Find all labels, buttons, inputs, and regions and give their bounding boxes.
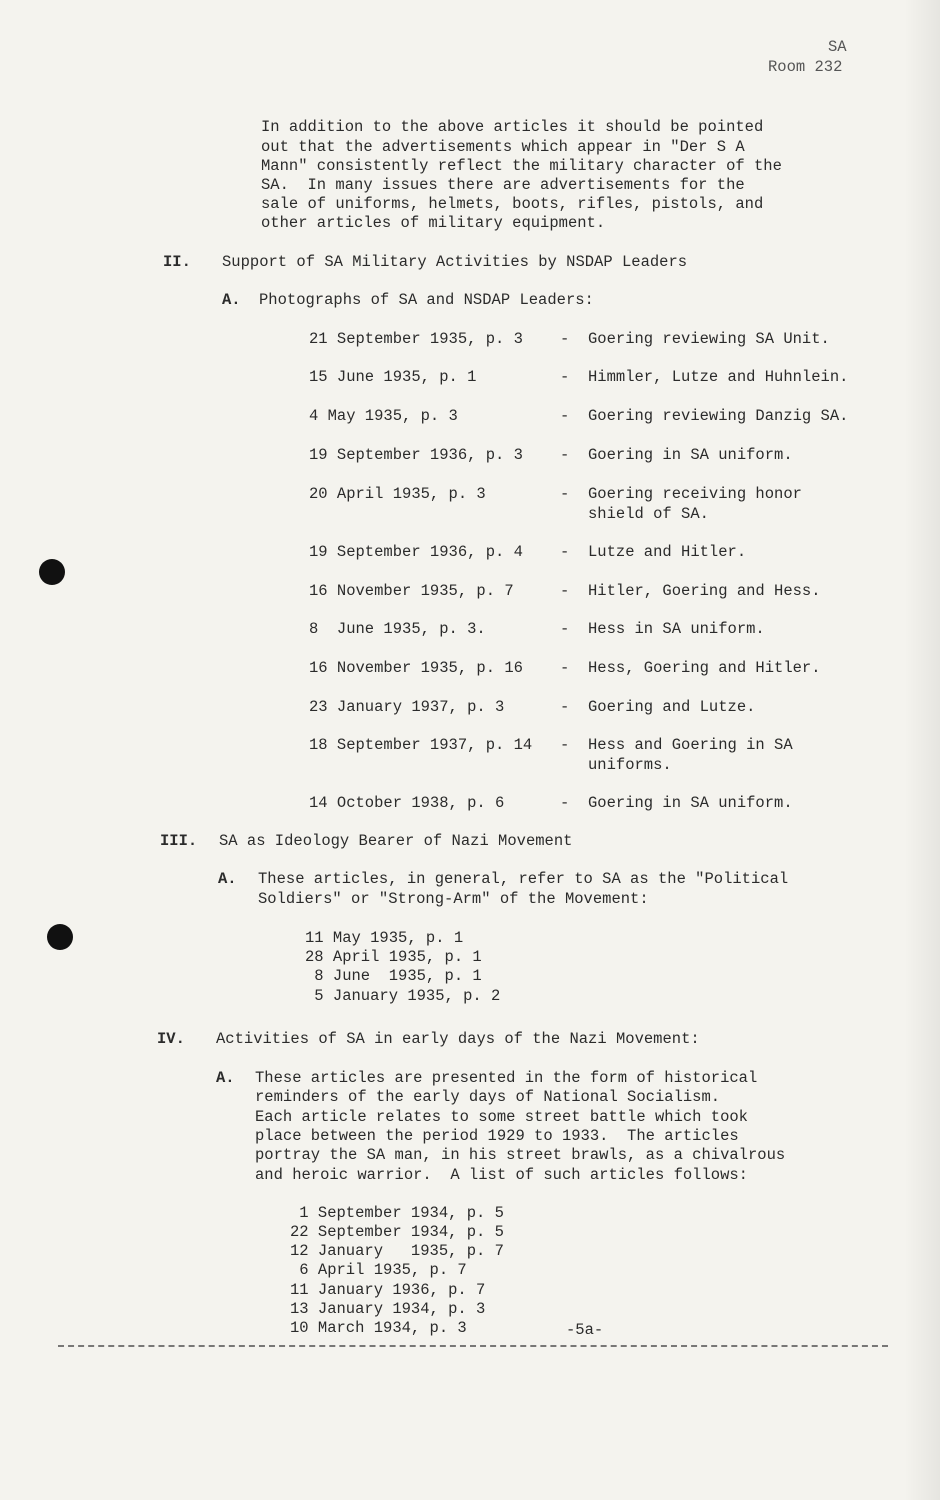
ref-line: 11 January 1936, p. 7 xyxy=(290,1281,486,1299)
punch-hole-bottom xyxy=(47,924,73,950)
dash: - xyxy=(560,698,570,716)
photo-entry-desc: Goering in SA uniform. xyxy=(588,446,793,464)
photo-entry-desc: Goering receiving honor xyxy=(588,485,802,503)
photo-entry-date: 19 September 1936, p. 3 xyxy=(309,446,523,464)
typed-rule-divider xyxy=(58,1345,888,1347)
photo-entry-desc: Goering reviewing SA Unit. xyxy=(588,330,830,348)
photo-entry-date: 14 October 1938, p. 6 xyxy=(309,794,505,812)
section-iv-title: Activities of SA in early days of the Nazi Movement: xyxy=(216,1030,700,1048)
section-iv-numeral: IV. xyxy=(157,1030,185,1048)
intro-line: In addition to the above articles it should be pointed xyxy=(261,118,764,136)
dash: - xyxy=(560,794,570,812)
dash: - xyxy=(560,407,570,425)
dash: - xyxy=(560,368,570,386)
ref-line: 11 May 1935, p. 1 xyxy=(305,929,464,947)
ref-line: 12 January 1935, p. 7 xyxy=(290,1242,504,1260)
photo-entry-desc: Goering and Lutze. xyxy=(588,698,756,716)
section-iv-text: Each article relates to some street battle which took xyxy=(255,1108,748,1126)
section-iv-text: place between the period 1929 to 1933. The articles xyxy=(255,1127,739,1145)
intro-line: Mann" consistently reflect the military character of the xyxy=(261,157,782,175)
section-iii-text: Soldiers" or "Strong-Arm" of the Movement: xyxy=(258,890,649,908)
intro-line: other articles of military equipment. xyxy=(261,214,606,232)
photo-entry-date: 8 June 1935, p. 3. xyxy=(309,620,486,638)
section-iii-sub-a-letter: A. xyxy=(218,870,237,888)
dash: - xyxy=(560,620,570,638)
section-iv-text: portray the SA man, in his street brawls, as a chivalrous xyxy=(255,1146,786,1164)
photo-entry-desc: uniforms. xyxy=(588,756,672,774)
section-iii-title: SA as Ideology Bearer of Nazi Movement xyxy=(219,832,573,850)
section-iii-text: These articles, in general, refer to SA as the "Political xyxy=(258,870,789,888)
ref-line: 5 January 1935, p. 2 xyxy=(305,987,501,1005)
photo-entry-date: 18 September 1937, p. 14 xyxy=(309,736,533,754)
ref-line: 8 June 1935, p. 1 xyxy=(305,967,482,985)
ref-line: 6 April 1935, p. 7 xyxy=(290,1261,467,1279)
photo-entry-desc: Goering reviewing Danzig SA. xyxy=(588,407,849,425)
section-ii-sub-a-letter: A. xyxy=(222,291,241,309)
photo-entry-date: 16 November 1935, p. 7 xyxy=(309,582,514,600)
ref-line: 28 April 1935, p. 1 xyxy=(305,948,482,966)
paper-edge-shadow xyxy=(904,0,940,1500)
intro-line: SA. In many issues there are advertisements for the xyxy=(261,176,745,194)
header-room: Room 232 xyxy=(768,58,843,76)
section-iv-text: reminders of the early days of National Socialism. xyxy=(255,1088,721,1106)
section-iv-sub-a-letter: A. xyxy=(216,1069,235,1087)
ref-line: 10 March 1934, p. 3 xyxy=(290,1319,467,1337)
photo-entry-date: 23 January 1937, p. 3 xyxy=(309,698,505,716)
section-iii-numeral: III. xyxy=(160,832,198,850)
header-ref: SA xyxy=(828,38,847,56)
photo-entry-desc: Hess in SA uniform. xyxy=(588,620,765,638)
photo-entry-desc: Hess, Goering and Hitler. xyxy=(588,659,821,677)
intro-line: out that the advertisements which appear in "Der S A xyxy=(261,138,745,156)
dash: - xyxy=(560,330,570,348)
photo-entry-desc: Hitler, Goering and Hess. xyxy=(588,582,821,600)
dash: - xyxy=(560,736,570,754)
photo-entry-desc: Lutze and Hitler. xyxy=(588,543,747,561)
photo-entry-desc: Hess and Goering in SA xyxy=(588,736,793,754)
photo-entry-date: 15 June 1935, p. 1 xyxy=(309,368,477,386)
section-ii-numeral: II. xyxy=(163,253,191,271)
section-ii-sub-a-title: Photographs of SA and NSDAP Leaders: xyxy=(259,291,594,309)
intro-line: sale of uniforms, helmets, boots, rifles, pistols, and xyxy=(261,195,764,213)
punch-hole-top xyxy=(39,559,65,585)
photo-entry-desc: shield of SA. xyxy=(588,505,709,523)
section-ii-title: Support of SA Military Activities by NSDAP Leaders xyxy=(222,253,688,271)
photo-entry-date: 16 November 1935, p. 16 xyxy=(309,659,523,677)
photo-entry-date: 20 April 1935, p. 3 xyxy=(309,485,486,503)
photo-entry-desc: Himmler, Lutze and Huhnlein. xyxy=(588,368,849,386)
photo-entry-date: 21 September 1935, p. 3 xyxy=(309,330,523,348)
ref-line: 13 January 1934, p. 3 xyxy=(290,1300,486,1318)
dash: - xyxy=(560,485,570,503)
dash: - xyxy=(560,446,570,464)
ref-line: 1 September 1934, p. 5 xyxy=(290,1204,504,1222)
dash: - xyxy=(560,543,570,561)
section-iv-text: These articles are presented in the form of historical xyxy=(255,1069,758,1087)
page-number: -5a- xyxy=(566,1321,604,1339)
photo-entry-date: 19 September 1936, p. 4 xyxy=(309,543,523,561)
ref-line: 22 September 1934, p. 5 xyxy=(290,1223,504,1241)
section-iv-text: and heroic warrior. A list of such articles follows: xyxy=(255,1166,748,1184)
photo-entry-date: 4 May 1935, p. 3 xyxy=(309,407,458,425)
dash: - xyxy=(560,582,570,600)
dash: - xyxy=(560,659,570,677)
photo-entry-desc: Goering in SA uniform. xyxy=(588,794,793,812)
